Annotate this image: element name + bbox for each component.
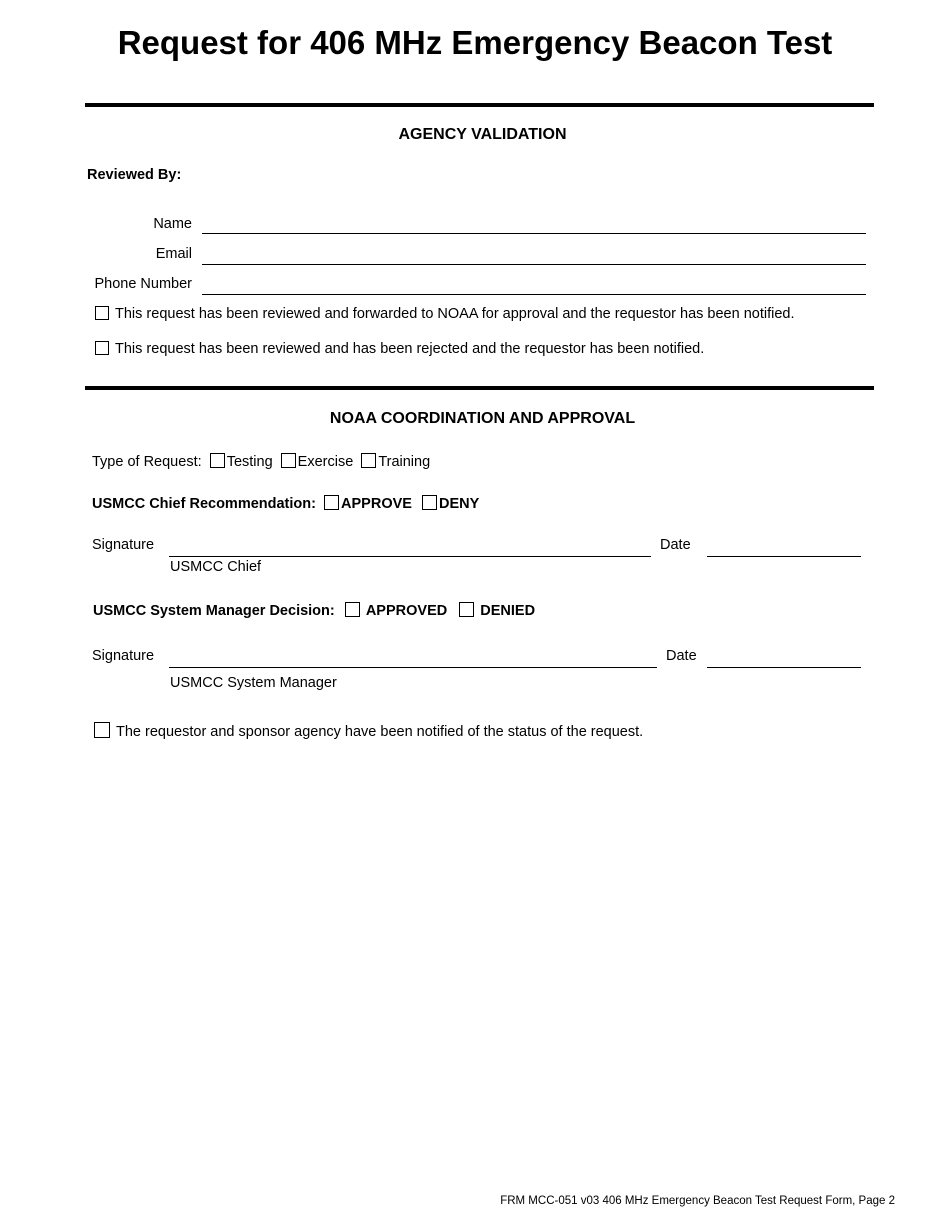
chief-role-label: USMCC Chief (170, 559, 262, 575)
manager-decision-row (93, 602, 535, 619)
denied-label: DENIED (480, 603, 536, 619)
manager-role-label: USMCC System Manager (170, 675, 337, 691)
chief-date-field[interactable] (707, 556, 861, 557)
chief-recommendation-label: USMCC Chief Recommendation: (92, 496, 316, 512)
name-label: Name (153, 216, 192, 232)
approve-checkbox[interactable] (324, 495, 339, 510)
manager-decision-label: USMCC System Manager Decision: (93, 603, 335, 619)
chief-date-label: Date (660, 537, 691, 553)
chief-signature-label: Signature (92, 537, 155, 553)
type-of-request-row (92, 453, 430, 470)
exercise-label: Exercise (297, 454, 354, 470)
manager-signature-field[interactable] (169, 667, 657, 668)
phone-number-label: Phone Number (94, 276, 192, 292)
noaa-heading: NOAA COORDINATION AND APPROVAL (329, 410, 636, 427)
agency-validation-heading: AGENCY VALIDATION (398, 126, 567, 143)
manager-date-field[interactable] (707, 667, 861, 668)
testing-label: Testing (226, 454, 273, 470)
testing-checkbox[interactable] (210, 453, 225, 468)
email-field[interactable] (202, 264, 866, 265)
reviewed-by-label: Reviewed By: (87, 167, 182, 183)
manager-date-label: Date (666, 648, 697, 664)
forwarded-checkbox[interactable] (95, 306, 109, 320)
deny-checkbox[interactable] (422, 495, 437, 510)
chief-recommendation-row (92, 495, 479, 512)
type-of-request-label: Type of Request: (92, 454, 202, 470)
denied-checkbox[interactable] (459, 602, 474, 617)
rejected-checkbox[interactable] (95, 341, 109, 355)
page-footer: FRM MCC-051 v03 406 MHz Emergency Beacon Test Request Form, Page 2 (500, 1195, 895, 1207)
forwarded-checkbox-row (95, 306, 795, 322)
notified-checkbox-row (94, 722, 643, 740)
deny-label: DENY (438, 496, 480, 512)
rejected-checkbox-label: This request has been reviewed and has been rejected and the requestor has been notified. (115, 341, 705, 357)
notified-checkbox-label: The requestor and sponsor agency have been notified of the status of the request. (116, 724, 644, 740)
rejected-checkbox-row (95, 341, 704, 357)
approved-label: APPROVED (365, 603, 448, 619)
exercise-checkbox[interactable] (281, 453, 296, 468)
notified-checkbox[interactable] (94, 722, 110, 738)
page-title: Request for 406 MHz Emergency Beacon Test (117, 24, 833, 61)
training-checkbox[interactable] (361, 453, 376, 468)
section-divider (85, 386, 874, 390)
name-field[interactable] (202, 233, 866, 234)
forwarded-checkbox-label: This request has been reviewed and forwarded to NOAA for approval and the requestor has been notified. (115, 306, 795, 322)
section-divider (85, 103, 874, 107)
phone-number-field[interactable] (202, 294, 866, 295)
approve-label: APPROVE (341, 496, 412, 512)
email-label: Email (155, 246, 192, 262)
manager-signature-label: Signature (92, 648, 155, 664)
chief-signature-field[interactable] (169, 556, 651, 557)
training-label: Training (378, 454, 431, 470)
approved-checkbox[interactable] (345, 602, 360, 617)
